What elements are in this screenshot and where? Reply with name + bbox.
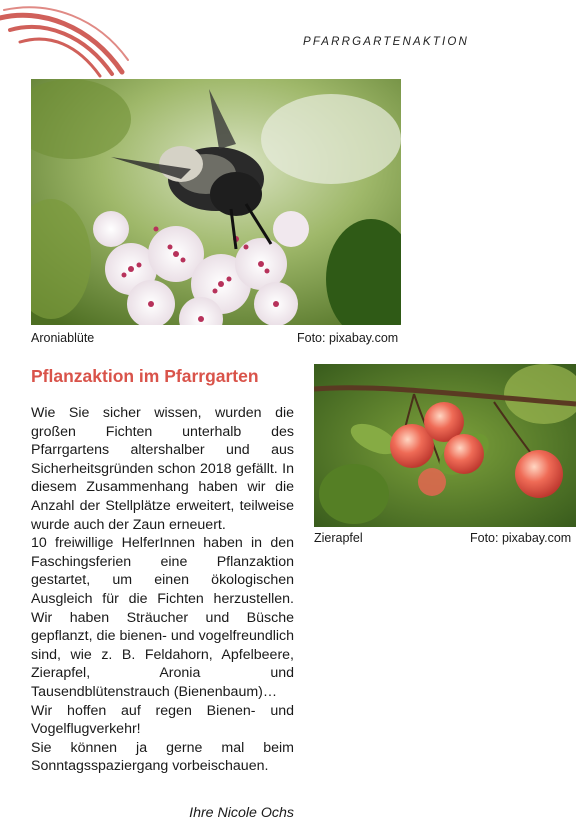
photo2-caption: Zierapfel <box>314 531 363 545</box>
article-paragraph: Sie können ja gerne mal beim Sonntagsspaziergang vorbeischauen. <box>31 739 294 775</box>
photo1-credit: Foto: pixabay.com <box>297 331 399 345</box>
photo2-credit: Foto: pixabay.com <box>470 531 572 545</box>
decorative-swoosh <box>0 0 130 80</box>
author-signature: Ihre Nicole Ochs <box>189 805 294 821</box>
article-body <box>31 404 294 776</box>
article-paragraph: Wir hoffen auf regen Bienen- und Vogelflugverkehr! <box>31 702 294 738</box>
article-headline: Pflanzaktion im Pfarrgarten <box>31 366 259 386</box>
section-title: PFARRGARTENAKTION <box>303 36 470 48</box>
article-paragraph: 10 freiwillige HelferInnen haben in den Faschingsferien eine Pflanzaktion gestartet, um einen ökologischen Ausgleich für die Fichten herzustellen. Wir haben Sträucher und Büsche gepflanzt, die bienen- und vogelfreundlich sind, wie z. B. Feldahorn, Apfelbeere, Zierapfel, Aronia und Tausendblütenstrauch (Bienenbaum)… <box>31 535 294 700</box>
article-paragraph: Wie Sie sicher wissen, wurden die großen Fichten unterhalb des Pfarrgartens altershalber und aus Sicherheitsgründen schon 2018 gefällt. In diesem Zusammenhang haben wir die Anzahl der Stellplätze erweitert, teilweise wurde auch der Zaun erneuert. <box>31 405 294 533</box>
crabapple-photo <box>314 364 576 527</box>
aronia-blossom-photo <box>31 79 401 325</box>
photo1-caption: Aroniablüte <box>31 331 95 345</box>
